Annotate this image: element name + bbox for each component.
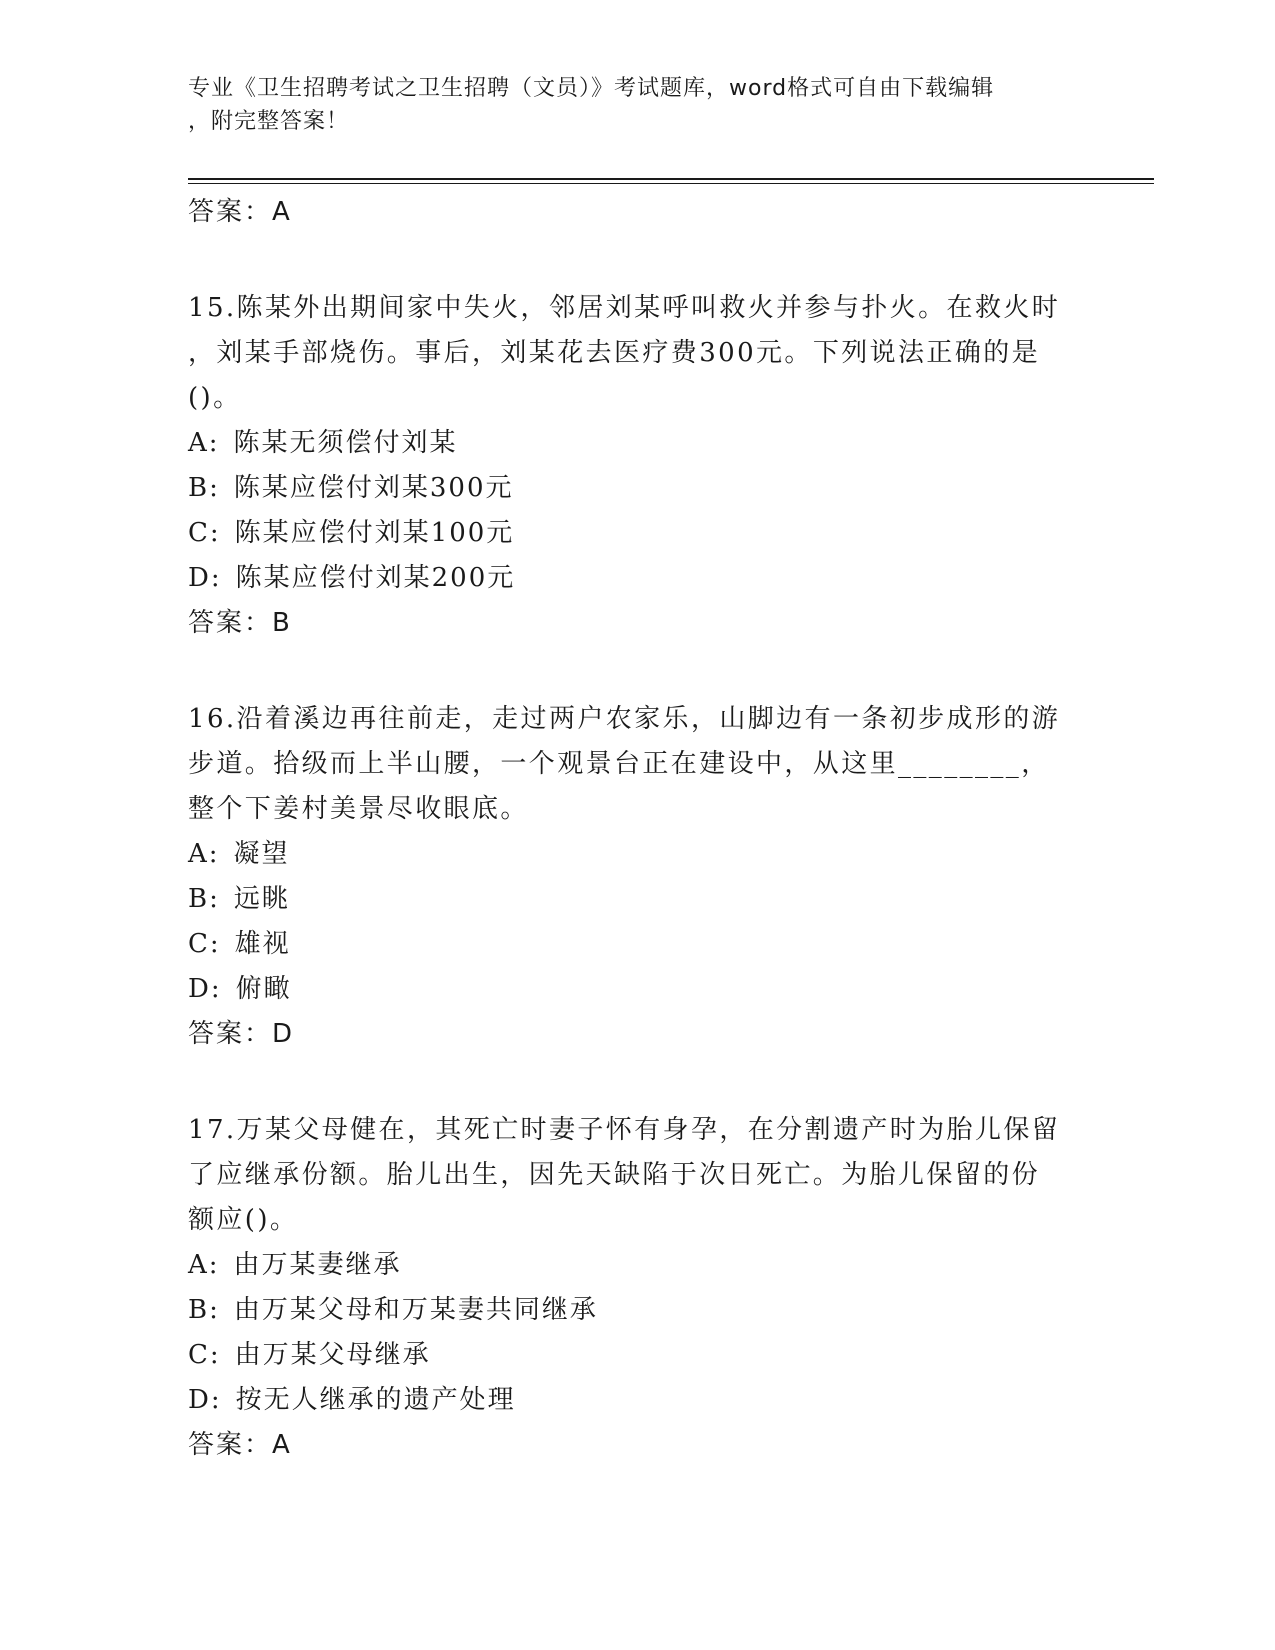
option-text: 按无人继承的遗产处理	[235, 1385, 516, 1415]
option-letter: D:	[188, 974, 222, 1004]
answer-label: 答案：	[188, 197, 273, 227]
option-c	[188, 1333, 1088, 1378]
option-letter: A:	[188, 428, 220, 458]
answer-line	[188, 1012, 1088, 1056]
option-b	[188, 466, 1088, 511]
option-c	[188, 922, 1088, 967]
answer-label: 答案：	[188, 1430, 273, 1460]
option-letter: B:	[188, 884, 220, 914]
answer-line	[188, 1423, 1088, 1467]
stem-line: 17.万某父母健在，其死亡时妻子怀有身孕，在分割遗产时为胎儿保留	[188, 1115, 1061, 1145]
option-text: 由万某妻继承	[233, 1250, 402, 1280]
option-letter: A:	[188, 839, 220, 869]
stem-line: 整个下姜村美景尽收眼底。	[188, 794, 529, 824]
option-b	[188, 1288, 1088, 1333]
stem-line: 了应继承份额。胎儿出生，因先天缺陷于次日死亡。为胎儿保留的份	[188, 1160, 1041, 1190]
stem-line: 额应()。	[188, 1205, 299, 1235]
stem-line: ，刘某手部烧伤。事后，刘某花去医疗费300元。下列说法正确的是	[188, 338, 1041, 368]
option-text: 凝望	[233, 839, 290, 869]
answer-value: A	[272, 197, 290, 227]
option-a	[188, 1243, 1088, 1288]
option-text: 俯瞰	[235, 974, 292, 1004]
option-letter: C:	[188, 518, 221, 548]
answer-label: 答案：	[188, 608, 273, 638]
option-letter: B:	[188, 1295, 220, 1325]
question-16	[188, 697, 1088, 1056]
header-line-2: ，附完整答案！	[188, 109, 350, 134]
answer-value: B	[272, 608, 290, 638]
option-text: 由万某父母和万某妻共同继承	[233, 1295, 598, 1325]
header-divider-thick	[188, 178, 1154, 180]
option-d	[188, 967, 1088, 1012]
option-letter: D:	[188, 563, 222, 593]
option-a	[188, 421, 1088, 466]
stem-line: ()。	[188, 383, 242, 413]
option-text: 远眺	[233, 884, 290, 914]
option-letter: A:	[188, 1250, 220, 1280]
option-text: 由万某父母继承	[234, 1340, 431, 1370]
question-stem	[188, 697, 1088, 832]
question-17	[188, 1108, 1088, 1467]
option-text: 陈某无须偿付刘某	[233, 428, 458, 458]
option-text: 陈某应偿付刘某100元	[234, 518, 515, 548]
document-header	[188, 72, 1088, 138]
option-b	[188, 877, 1088, 922]
answer-line	[188, 601, 1088, 645]
stem-line: 16.沿着溪边再往前走，走过两户农家乐，山脚边有一条初步成形的游	[188, 704, 1061, 734]
option-text: 陈某应偿付刘某200元	[235, 563, 516, 593]
document-body	[188, 190, 1088, 1467]
question-15	[188, 286, 1088, 645]
option-letter: C:	[188, 929, 221, 959]
option-text: 雄视	[234, 929, 291, 959]
option-a	[188, 832, 1088, 877]
option-letter: C:	[188, 1340, 221, 1370]
answer-value: D	[272, 1019, 293, 1049]
stem-line: 15.陈某外出期间家中失火，邻居刘某呼叫救火并参与扑火。在救火时	[188, 293, 1061, 323]
question-stem	[188, 286, 1088, 421]
answer-line-prev	[188, 190, 1088, 234]
option-letter: D:	[188, 1385, 222, 1415]
option-d	[188, 556, 1088, 601]
option-letter: B:	[188, 473, 220, 503]
option-text: 陈某应偿付刘某300元	[233, 473, 514, 503]
question-stem	[188, 1108, 1088, 1243]
header-line-1: 专业《卫生招聘考试之卫生招聘（文员）》考试题库，word格式可自由下载编辑	[188, 76, 995, 101]
header-divider-thin	[188, 183, 1154, 184]
answer-value: A	[272, 1430, 290, 1460]
option-d	[188, 1378, 1088, 1423]
answer-label: 答案：	[188, 1019, 273, 1049]
option-c	[188, 511, 1088, 556]
stem-line: 步道。拾级而上半山腰，一个观景台正在建设中，从这里________，	[188, 749, 1050, 779]
